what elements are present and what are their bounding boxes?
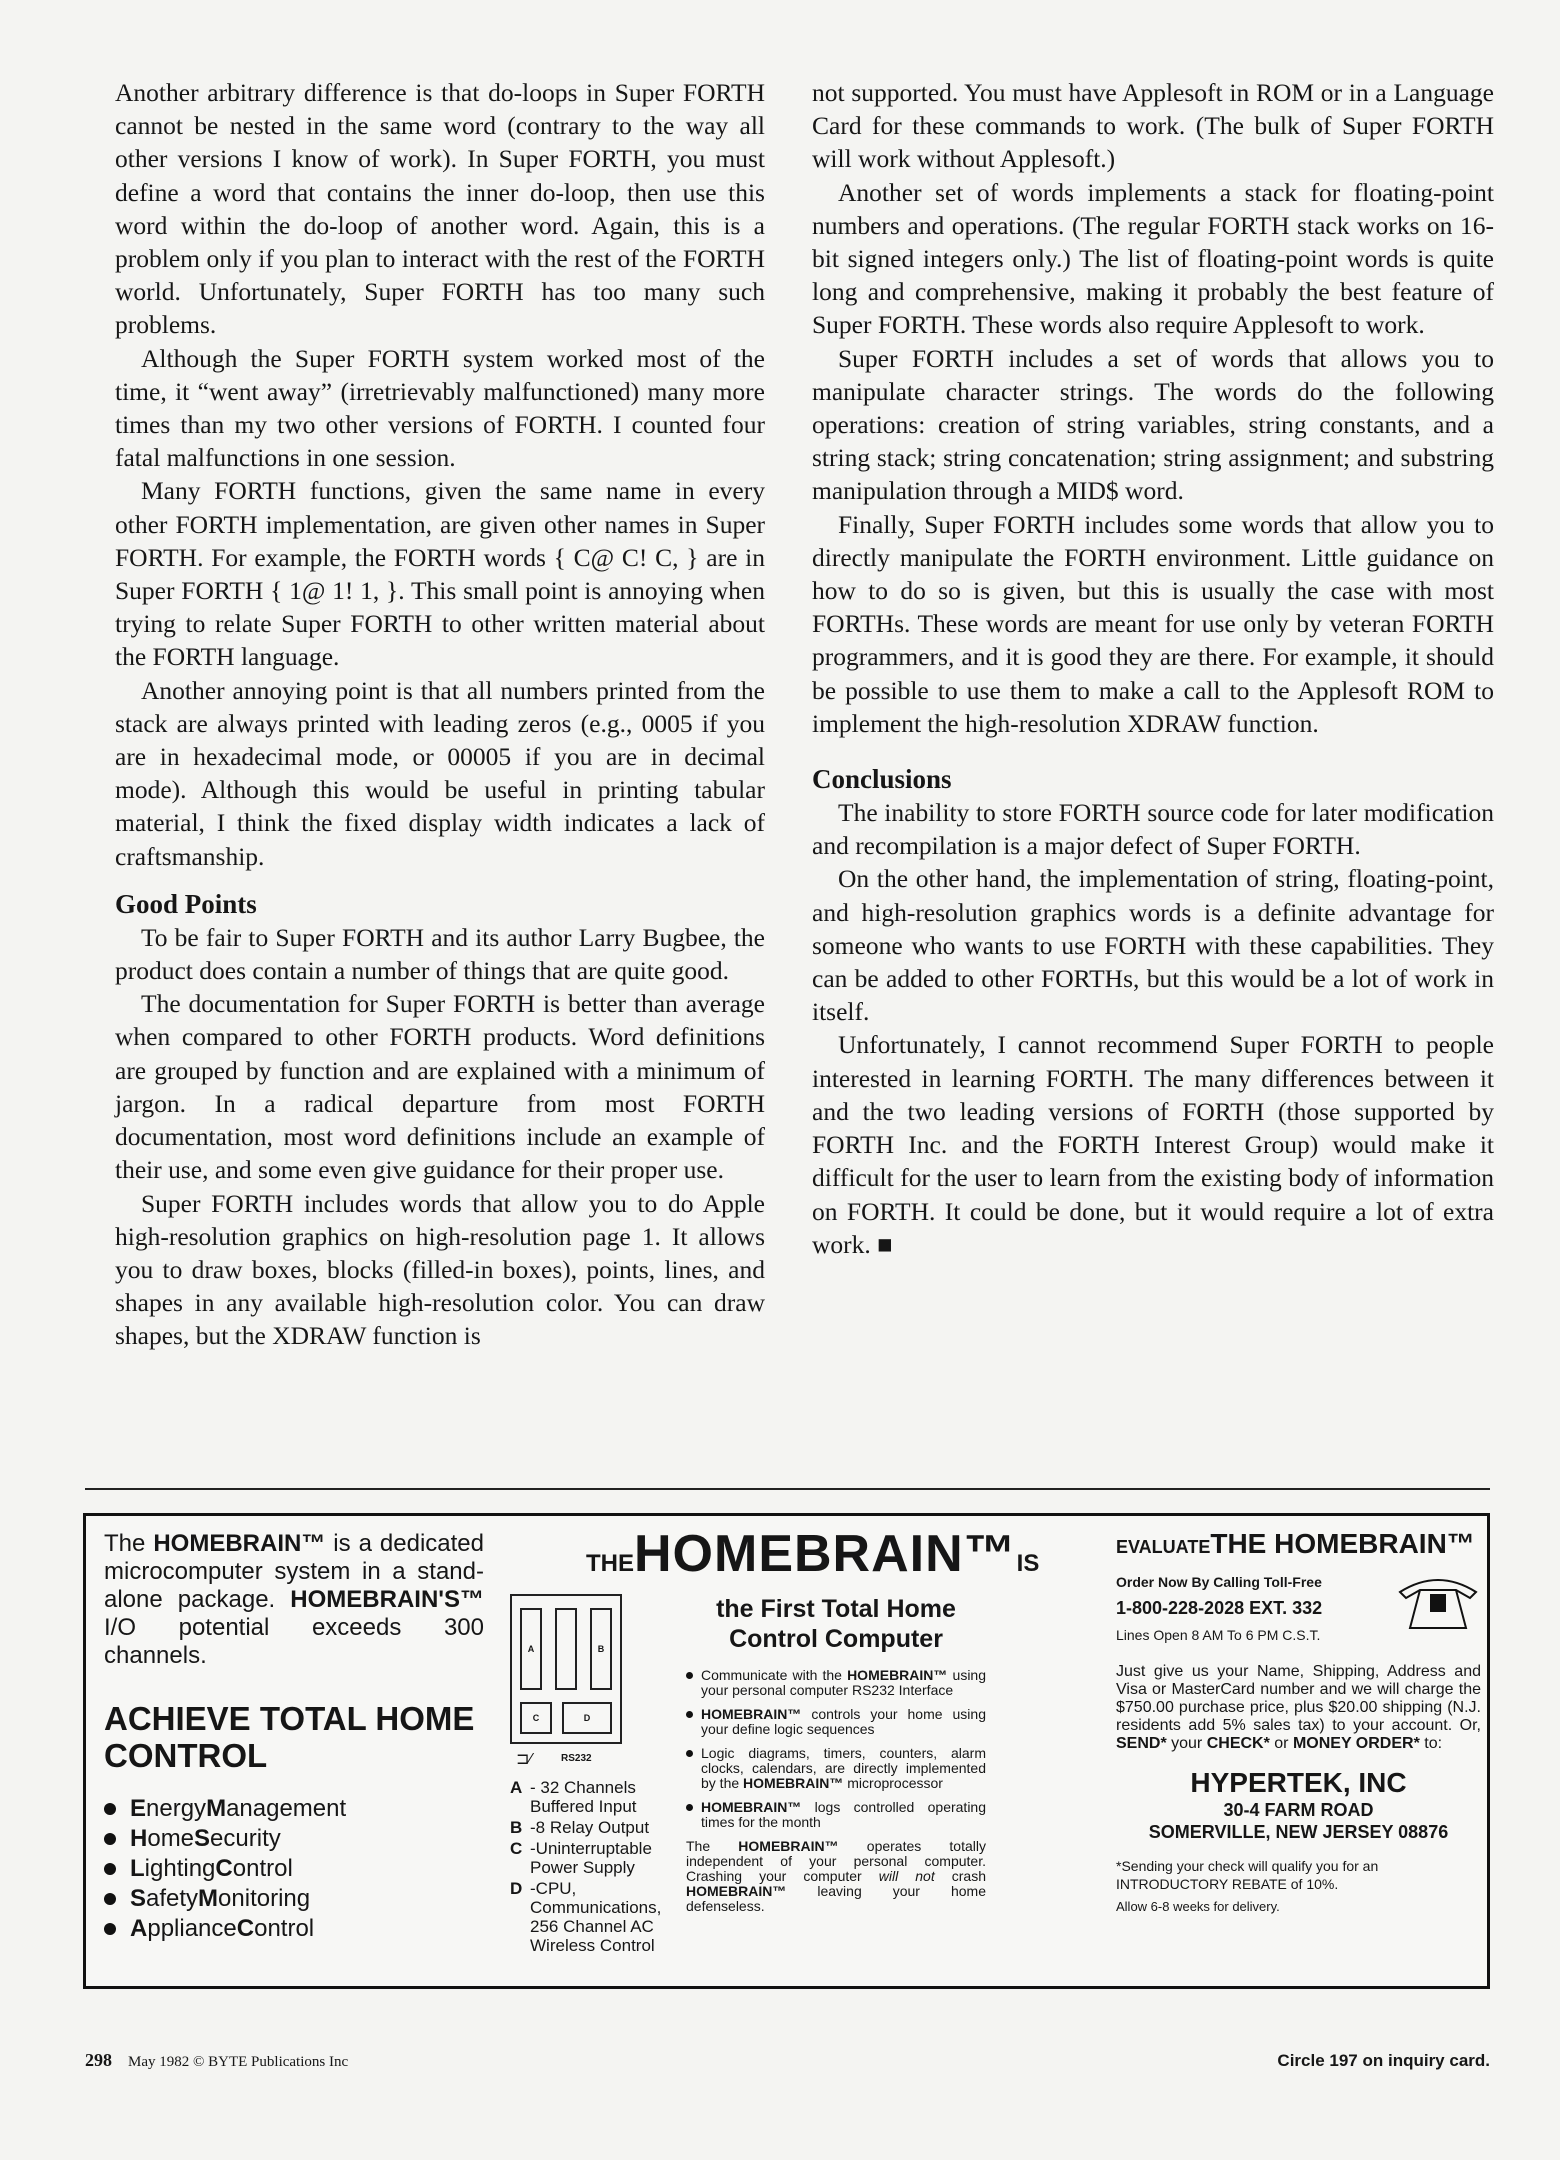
evaluate-title: EVALUATETHE HOMEBRAIN™ (1116, 1528, 1475, 1559)
slot-d: D (562, 1702, 612, 1734)
address-line: 30-4 FARM ROAD (1223, 1800, 1374, 1820)
ad-order-panel (1116, 1528, 1481, 1914)
ad-center-panel (686, 1594, 986, 1914)
bullet-icon (686, 1750, 693, 1757)
power-plug-icon: ⊐⁄ (516, 1751, 533, 1768)
article-right-column (812, 76, 1494, 1261)
slot-a: A (520, 1608, 542, 1690)
feature-list (104, 1794, 484, 1944)
bullet-icon (104, 1893, 116, 1905)
hours: Lines Open 8 AM To 6 PM C.S.T. (1116, 1627, 1321, 1643)
bullet-icon (104, 1833, 116, 1845)
paragraph: Another arbitrary difference is that do-loops in Super FORTH cannot be nested in the same word (contrary to the way all other versions I know of work). In Super FORTH, you must define a word that contains the inner do-loop, then use this word within the do-loop of another word. Again, this is a problem only if you plan to interact with the rest of the FORTH world. Unfortunately, Super FORTH has too many such problems. (115, 78, 765, 340)
phone-number: 1-800-228-2028 EXT. 332 (1116, 1598, 1323, 1618)
paragraph: Super FORTH includes a set of words that allows you to manipulate character strings. The words do the following operations: creation of string variables, string constants, and a string stack; string concatenation; string assignment; and substring manipulation through a MID$ word. (812, 343, 1494, 506)
paragraph: Many FORTH functions, given the same name in every other FORTH implementation, are given other names in Super FORTH. For example, the FORTH words { C@ C! C, } are in Super FORTH { 1@ 1! 1, }. This small point is annoying when trying to relate Super FORTH to other written material about the FORTH language. (115, 476, 765, 672)
article-left-column (115, 76, 765, 1353)
address-line: SOMERVILLE, NEW JERSEY 08876 (1148, 1822, 1449, 1842)
bullet-item: Communicate with the HOMEBRAIN™ using your personal computer RS232 Interface (686, 1668, 986, 1698)
bullet-icon (104, 1923, 116, 1935)
paragraph: Super FORTH includes words that allow you to do Apple high-resolution graphics on high-resolution page 1. It allows you to draw boxes, blocks (filled-in boxes), points, lines, and shapes in any available high-resolution color. You can draw shapes, but the XDRAW function is (115, 1188, 765, 1351)
slot-blank (555, 1608, 577, 1690)
feature-item: S afety M onitoring (104, 1884, 484, 1914)
ad-subheading: the First Total Home Control Computer (716, 1595, 956, 1653)
paragraph: On the other hand, the implementation of string, floating-point, and high-resolution graphics words is a definite advantage for someone who wants to use FORTH with these capabilities. They can be added to other FORTHs, but this would be a lot of work in itself. (812, 864, 1494, 1027)
telephone-icon (1396, 1572, 1480, 1632)
slot-b: B (590, 1608, 612, 1690)
paragraph: Another annoying point is that all numbers printed from the stack are always printed with leading zeros (e.g., 0005 if you are in hexadecimal mode, or 00005 if you are in decimal mode). Although this would be useful in printing tabular material, I think the fixed display width indicates a lack of craftsmanship. (115, 675, 765, 871)
ad-title: THEHOMEBRAIN™IS (586, 1525, 1040, 1583)
ad-footnote: The HOMEBRAIN™ operates totally independent of your personal computer. Crashing your computer will not crash HOMEBRAIN™ leaving your home defenseless. (686, 1838, 986, 1914)
section-heading-good-points: Good Points (115, 888, 257, 919)
ad-headline: ACHIEVE TOTAL HOME CONTROL (104, 1700, 475, 1774)
delivery-note: Allow 6-8 weeks for delivery. (1116, 1899, 1280, 1914)
homebrain-advertisement (83, 1513, 1490, 1989)
paragraph-text: Unfortunately, I cannot recommend Super FORTH to people interested in learning FORTH. The many differences between it and the two leading versions of FORTH (those supported by FORTH Inc. and the FORTH Interest Group) would make it difficult for the user to learn from the existing body of information on FORTH. It could be done, but it would require a lot of extra work. (812, 1030, 1494, 1259)
parts-legend: A - 32 Channels Buffered Input B -8 Relay Output C -Uninterruptable Power Supply D -CPU, Communications, 256 Channel AC Wireless Control (510, 1778, 662, 1955)
publication-credit: May 1982 © BYTE Publications Inc (128, 2054, 349, 2070)
bullet-item: HOMEBRAIN™ logs controlled operating times for the month (686, 1800, 986, 1830)
paragraph: Although the Super FORTH system worked most of the time, it “went away” (irretrievably malfunctioned) many more times than my two other versions of FORTH. I counted four fatal malfunctions in one session. (115, 343, 765, 473)
bullet-item: Logic diagrams, timers, counters, alarm clocks, calendars, are directly implemented by the HOMEBRAIN™ microprocessor (686, 1746, 986, 1791)
paragraph: Finally, Super FORTH includes some words that allow you to directly manipulate the FORTH environment. Little guidance on how to do so is given, but this is usually the case with most FORTHs. These words are meant for use only by veteran FORTH programmers, and it is good they are there. For example, it should be possible to use them to make a call to the Applesoft ROM to implement the high-resolution XDRAW function. (812, 509, 1494, 738)
paragraph (812, 1028, 1494, 1260)
ad-left-panel (104, 1530, 484, 1944)
bullet-icon (104, 1863, 116, 1875)
paragraph: Another set of words implements a stack for floating-point numbers and operations. (The regular FORTH stack works on 16-bit signed integers only.) The list of floating-point words is quite long and comprehensive, making it probably the best feature of Super FORTH. These words also require Applesoft to work. (812, 177, 1494, 340)
board-diagram (510, 1594, 622, 1744)
paragraph: To be fair to Super FORTH and its author Larry Bugbee, the product does contain a number of things that are quite good. (115, 922, 765, 986)
section-heading-conclusions: Conclusions (812, 764, 952, 795)
slot-c: C (520, 1702, 552, 1734)
paragraph: The documentation for Super FORTH is better than average when compared to other FORTH products. Word definitions are grouped by function and are explained with a minimum of jargon. In a radical departure from most FORTH documentation, most word definitions include an example of their use, and some even give guidance for their proper use. (115, 989, 765, 1185)
page-number: 298 (85, 2050, 112, 2070)
order-label: Order Now By Calling Toll-Free (1116, 1574, 1322, 1590)
ad-intro: The HOMEBRAIN™ is a dedicated microcomputer system in a stand-alone package. HOMEBRAIN'S™ I/O potential exceeds 300 channels. (104, 1530, 484, 1669)
feature-item: E nergy M anagement (104, 1794, 484, 1824)
bullet-icon (686, 1804, 693, 1811)
feature-item: H ome S ecurity (104, 1824, 484, 1854)
bullet-item: HOMEBRAIN™ controls your home using your define logic sequences (686, 1707, 986, 1737)
bullet-icon (686, 1711, 693, 1718)
feature-item: L ighting C ontrol (104, 1854, 484, 1884)
rs232-label: RS232 (561, 1753, 592, 1764)
ad-order-body: Just give us your Name, Shipping, Address and Visa or MasterCard number and we will charge the $750.00 purchase price, plus $20.00 shipping (N.J. residents add 5% sales tax) to your account. Or, SEND* your CHECK* or MONEY ORDER* to: (1116, 1663, 1481, 1752)
bullet-icon (104, 1803, 116, 1815)
paragraph: The inability to store FORTH source code for later modification and recompilation is a major defect of Super FORTH. (812, 798, 1494, 861)
company-name: HYPERTEK, INC (1190, 1767, 1407, 1798)
rebate-note: *Sending your check will qualify you for an INTRODUCTORY REBATE of 10%. (1116, 1858, 1379, 1892)
divider-rule (85, 1488, 1490, 1490)
ad-bullet-list (686, 1668, 986, 1830)
bullet-icon (686, 1672, 693, 1679)
inquiry-card-note: Circle 197 on inquiry card. (1277, 2051, 1490, 2070)
page-footer (85, 2050, 1490, 2071)
paragraph: not supported. You must have Applesoft in ROM or in a Language Card for these commands to work. (The bulk of Super FORTH will work without Applesoft.) (812, 78, 1494, 174)
end-mark-icon: ■ (877, 1229, 893, 1259)
feature-item: A ppliance C ontrol (104, 1914, 484, 1944)
